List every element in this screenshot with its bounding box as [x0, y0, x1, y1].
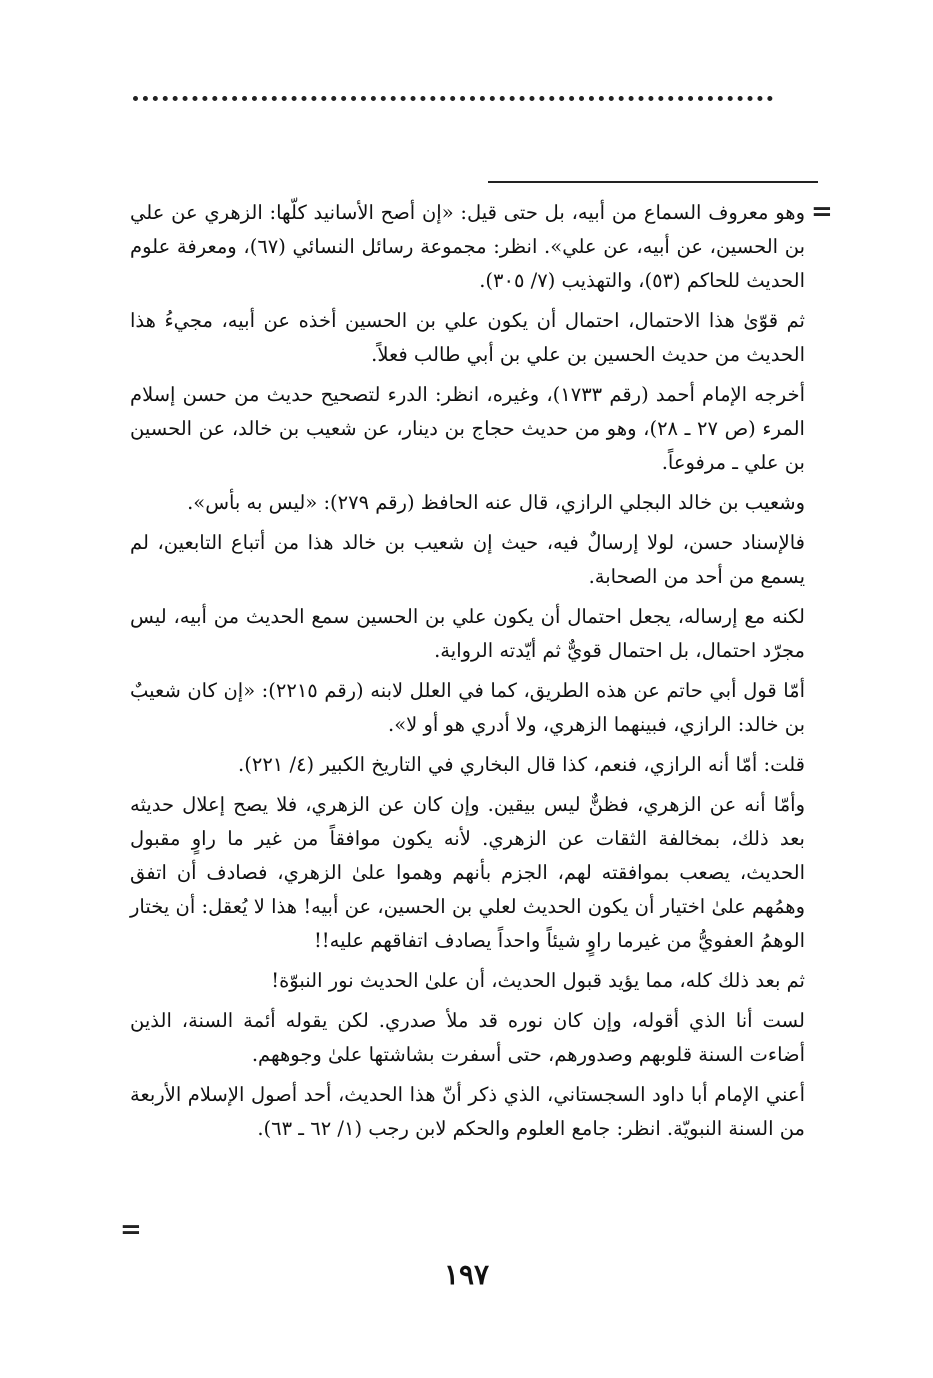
dotted-separator: [133, 96, 773, 101]
footnote-paragraph-9: وأمّا أنه عن الزهري، فظنٌّ ليس بيقين. وإن كان عن الزهري، فلا يصح إعلال حديثه بعد ذلك، بمخالفة الثقات عن الزهري. لأنه يكون موافقاً من غير ما راوٍ مقبول الحديث، يصعب بموافقته لهم، الجزم بأنهم وهموا علىٰ الزهري، فصادف أن اتفق وهمُهم علىٰ اختيار أن يكون الحديث لعلي بن الحسين، عن أبيه! هذا لا يُعقل: أن يختار الوهمُ العفويُّ من غيرما راوٍ شيئاً واحداً يصادف اتفاقهم عليه!!: [130, 793, 805, 952]
footnote-paragraph-3: أخرجه الإمام أحمد (رقم ١٧٣٣)، وغيره، انظر: الدرء لتصحيح حديث من حسن إسلام المرء (ص ٢٧ ـ ٢٨)، وهو من حديث حجاج بن دينار، عن شعيب بن خالد، عن الحسين بن علي ـ مرفوعاً.: [130, 383, 805, 474]
footnote-paragraph-8: قلت: أمّا أنه الرازي، فنعم، كذا قال البخاري في التاريخ الكبير (٤/ ٢٢١).: [238, 753, 805, 776]
footnote-separator-line: [488, 181, 818, 183]
footnote-continuation-start-mark: =: [811, 197, 833, 227]
footnote-paragraph-7: أمّا قول أبي حاتم عن هذه الطريق، كما في العلل لابنه (رقم ٢٢١٥): «إن كان شعيبٌ بن خالد: الرازي، فبينهما الزهري، ولا أدري هو أو لا».: [130, 679, 806, 736]
footnote-paragraph-11: لست أنا الذي أقوله، وإن كان نوره قد ملأ صدري. لكن يقوله أئمة السنة، الذين أضاءت السنة قلوبهم وصدورهم، حتى أسفرت بشاشتها علىٰ وجوههم.: [130, 1009, 805, 1066]
footnote-paragraph-5: فالإسناد حسن، لولا إرسالٌ فيه، حيث إن شعيب بن خالد هذا من أتباع التابعين، لم يسمع من أحد من الصحابة.: [130, 531, 805, 588]
footnote-continuation-end-mark: =: [120, 1215, 142, 1245]
page-number: ١٩٧: [443, 1258, 490, 1291]
footnote-paragraph-6: لكنه مع إرساله، يجعل احتمال أن يكون علي بن الحسين سمع الحديث من أبيه، ليس مجرّد احتمال، بل احتمال قويٌّ ثم أيّدته الرواية.: [130, 605, 805, 662]
footnote-paragraph-12: أعني الإمام أبا داود السجستاني، الذي ذكر أنّ هذا الحديث، أحد أصول الإسلام الأربعة من السنة النبويّة. انظر: جامع العلوم والحكم لابن رجب (١/ ٦٢ ـ ٦٣).: [130, 1083, 805, 1140]
footnote-paragraph-4: وشعيب بن خالد البجلي الرازي، قال عنه الحافظ (رقم ٢٧٩): «ليس به بأس».: [187, 491, 805, 514]
footnote-body: [130, 196, 805, 1152]
footnote-paragraph-1: وهو معروف السماع من أبيه، بل حتى قيل: «إن أصح الأسانيد كلّها: الزهري عن علي بن الحسين، عن أبيه، عن علي». انظر: مجموعة رسائل النسائي (٦٧)، ومعرفة علوم الحديث للحاكم (٥٣)، والتهذيب (٧/ ٣٠٥).: [130, 201, 805, 292]
footnote-paragraph-2: ثم قوّىٰ هذا الاحتمال، احتمال أن يكون علي بن الحسين أخذه عن أبيه، مجيءُ هذا الحديث من حديث الحسين بن علي بن أبي طالب فعلاً.: [130, 309, 805, 366]
footnote-paragraph-10: ثم بعد ذلك كله، مما يؤيد قبول الحديث، أن علىٰ الحديث نور النبوّة!: [271, 969, 805, 992]
